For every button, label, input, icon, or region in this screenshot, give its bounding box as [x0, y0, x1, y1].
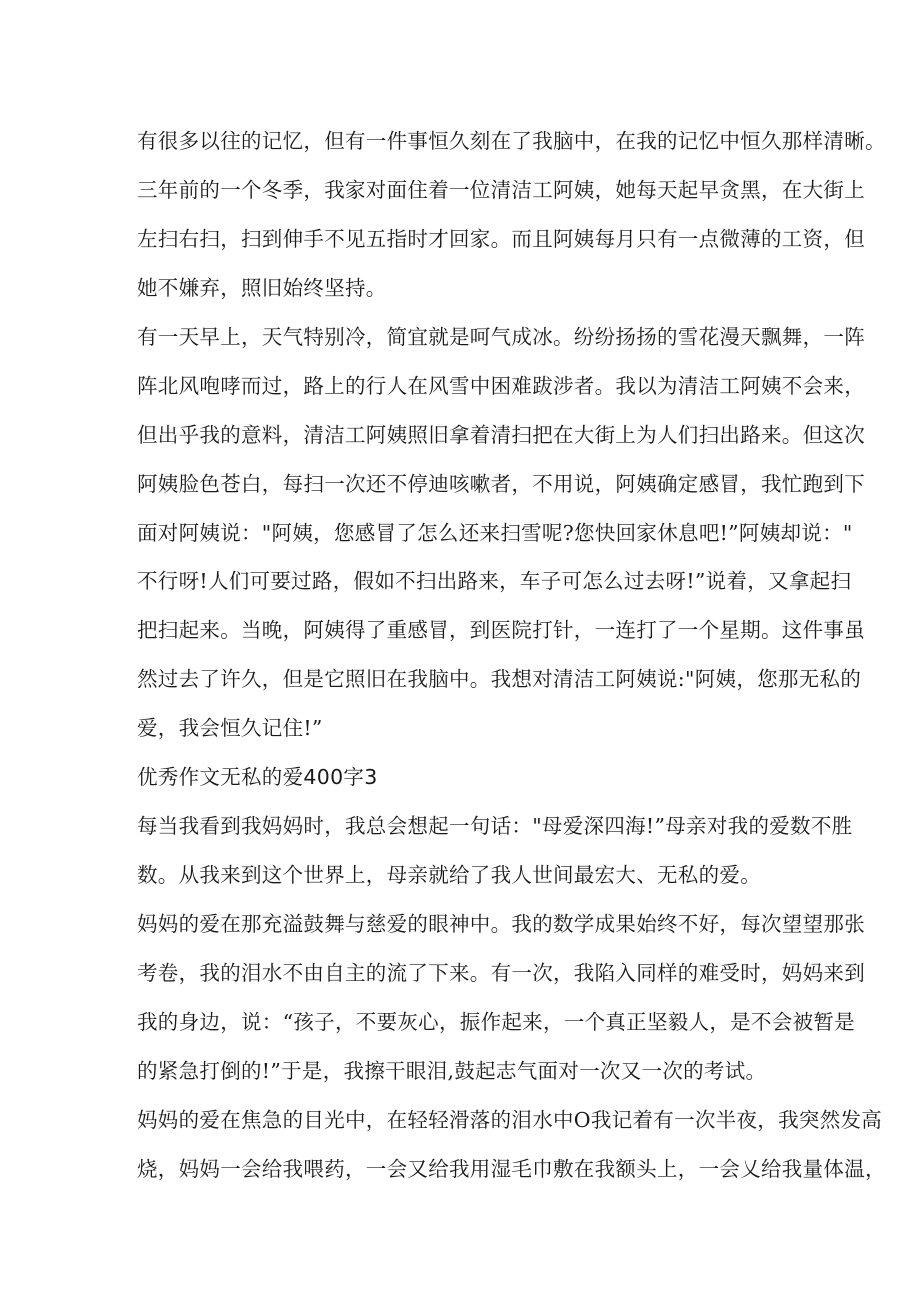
- paragraph-line: 把扫起来。当晚，阿姨得了重感冒，到医院打针，一连打了一个星期。这件事虽: [137, 618, 865, 642]
- paragraph-line: 爱，我会恒久记住!”: [137, 716, 323, 740]
- paragraph-line: 面对阿姨说："阿姨，您感冒了怎么还来扫雪呢?您快回家休息吧!”阿姨却说：": [137, 521, 853, 545]
- paragraph-line: 她不嫌弃，照旧始终坚持。: [137, 276, 387, 300]
- section-heading: 优秀作文无私的爱400字3: [137, 765, 378, 789]
- paragraph-line: 我的身边，说：“孩子，不要灰心，振作起来，一个真正坚毅人，是不会被暂是: [137, 1010, 855, 1034]
- paragraph-line: 阵北风咆哮而过，路上的行人在风雪中困难跋涉者。我以为清洁工阿姨不会来，: [137, 374, 865, 398]
- paragraph-line: 然过去了许久，但是它照旧在我脑中。我想对清洁工阿姨说:"阿姨，您那无私的: [137, 667, 862, 691]
- paragraph-line: 阿姨脸色苍白，每扫一次还不停迪咳嗽者，不用说，阿姨确定感冒，我忙跑到下: [137, 472, 865, 496]
- paragraph-line: 数。从我来到这个世界上，母亲就给了我人世间最宏大、无私的爱。: [137, 863, 761, 887]
- paragraph-line: 的紧急打倒的!”于是，我擦干眼泪,鼓起志气面对一次又一次的考试。: [137, 1059, 767, 1083]
- paragraph-line: 烧，妈妈一会给我喂药，一会又给我用湿毛巾敷在我额头上，一会乂给我量体温，: [137, 1157, 886, 1181]
- paragraph-line: 每当我看到我妈妈时，我总会想起一句话："母爱深四海!”母亲对我的爱数不胜: [137, 814, 853, 838]
- paragraph-line: 妈妈的爱在焦急的目光中，在轻轻滑落的泪水中O我记着有一次半夜，我突然发高: [137, 1108, 883, 1132]
- paragraph-line: 有很多以往的记忆，但有一件事恒久刻在了我脑中，在我的记忆中恒久那样清晰。: [137, 129, 886, 153]
- paragraph-line: 左扫右扫，扫到伸手不见五指时才回家。而且阿姨每月只有一点微薄的工资，但: [137, 227, 865, 251]
- paragraph-line: 不行呀!人们可要过路，假如不扫出路来，车子可怎么过去呀!”说着，又拿起扫: [137, 569, 852, 593]
- paragraph-line: 三年前的一个冬季，我家对面住着一位清洁工阿姨，她每天起早贪黑，在大街上: [137, 178, 865, 202]
- paragraph-line: 有一天早上，天气特别冷，简宜就是呵气成冰。纷纷扬扬的雪花漫天飘舞，一阵: [137, 325, 865, 349]
- paragraph-line: 妈妈的爱在那充溢鼓舞与慈爱的眼神中。我的数学成果始终不好，每次望望那张: [137, 912, 865, 936]
- paragraph-line: 考卷，我的泪水不由自主的流了下来。有一次，我陷入同样的难受时，妈妈来到: [137, 961, 865, 985]
- paragraph-line: 但出乎我的意料，清洁工阿姨照旧拿着清扫把在大街上为人们扫出路来。但这次: [137, 423, 865, 447]
